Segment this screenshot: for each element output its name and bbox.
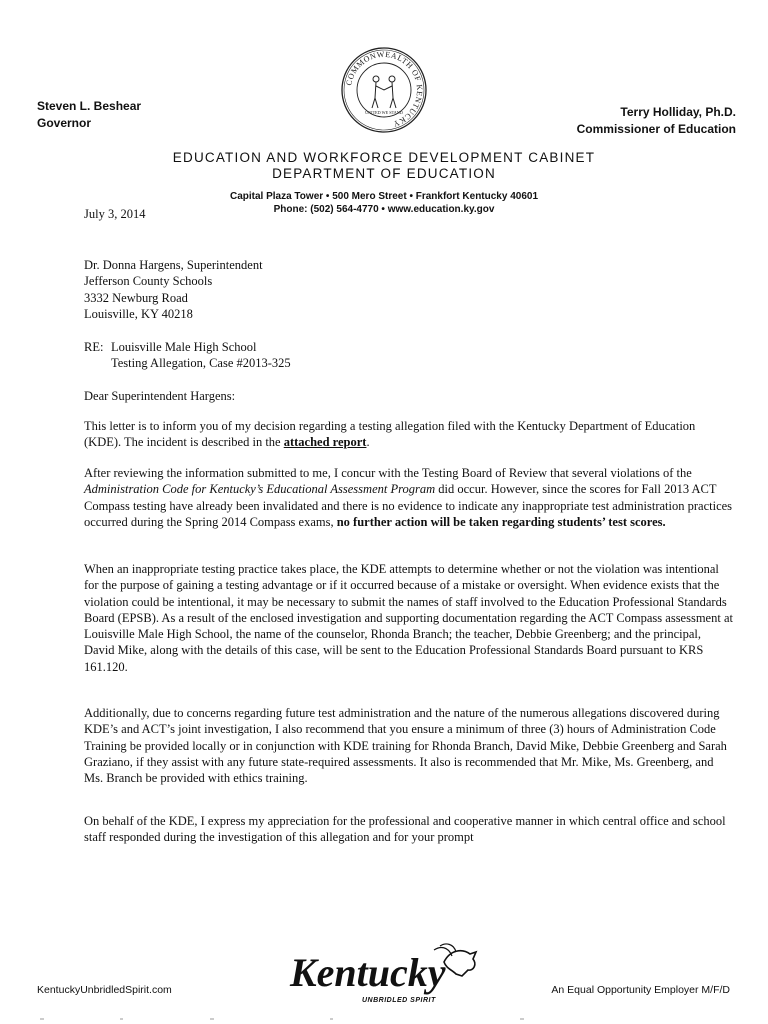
recipient-line: Louisville, KY 40218 bbox=[84, 306, 193, 321]
agency-heading bbox=[0, 150, 768, 182]
paragraph-training: Additionally, due to concerns regarding future test administration and the nature of the numerous allegations discovered during KDE’s and ACT’s joint investigation, I also recommend that you ensure a minimum of three (3) hours of Administration Code Training be provided locally or in conjunction with KDE training for Rhonda Branch, David Mike, Debbie Greenberg and Sarah Graziano, if they assist with any future state-required assessments. It also is recommended that Mr. Mike, Ms. Greenberg, and Ms. Branch be provided with ethics training. bbox=[84, 706, 727, 786]
paragraph-text: did occur. However, since the scores for Fall 2013 ACT Compass testing have already been invalidated and there is no evidence to indicate any inappropriate test administration practices occurred during the Spring 2014 Compass exams, bbox=[84, 482, 733, 529]
department-name: DEPARTMENT OF EDUCATION bbox=[272, 166, 496, 181]
governor-name: Steven L. Beshear bbox=[37, 99, 142, 113]
governor-block bbox=[37, 98, 141, 132]
scan-marks bbox=[0, 1016, 768, 1024]
logo-tagline: UNBRIDLED SPIRIT bbox=[362, 997, 436, 1004]
paragraph-decision bbox=[84, 465, 734, 530]
governor-title: Governor bbox=[37, 116, 92, 130]
recipient-line: Jefferson County Schools bbox=[84, 274, 213, 289]
footer-website: KentuckyUnbridledSpirit.com bbox=[37, 984, 172, 996]
commissioner-title: Commissioner of Education bbox=[576, 122, 736, 136]
street-address: Capital Plaza Tower • 500 Mero Street • Frankfort Kentucky 40601 bbox=[229, 191, 539, 202]
re-line-school: Louisville Male High School bbox=[111, 340, 257, 354]
footer-eoe: An Equal Opportunity Employer M/F/D bbox=[551, 984, 730, 996]
paragraph-appreciation: On behalf of the KDE, I express my appreciation for the professional and cooperative manner in which central office and school staff responded during the investigation of this allegation and for your prompt bbox=[84, 814, 726, 845]
paragraph-text: After reviewing the information submitted to me, I concur with the Testing Board of Review that several violations of the bbox=[84, 466, 692, 480]
commissioner-block bbox=[577, 104, 736, 138]
commissioner-name: Terry Holliday, Ph.D. bbox=[620, 105, 736, 119]
paragraph-text: . bbox=[366, 435, 370, 450]
code-title: Administration Code for Kentucky’s Educational Assessment Program bbox=[84, 482, 436, 497]
seal-ring-text: COMMONWEALTH OF KENTUCKY bbox=[344, 49, 425, 129]
recipient-line: 3332 Newburg Road bbox=[84, 290, 188, 305]
paragraph-intro bbox=[84, 418, 734, 451]
re-label: RE: bbox=[84, 340, 104, 354]
cabinet-name: EDUCATION AND WORKFORCE DEVELOPMENT CABINET bbox=[172, 150, 596, 165]
subject-block bbox=[84, 339, 291, 372]
attached-report-link[interactable]: attached report bbox=[283, 435, 367, 450]
contact-line: Phone: (502) 564-4770 • www.education.ky.gov bbox=[273, 204, 495, 215]
recipient-line: Dr. Donna Hargens, Superintendent bbox=[84, 258, 263, 272]
recipient-address bbox=[84, 257, 263, 322]
decision-emphasis: no further action will be taken regarding students’ test scores. bbox=[336, 514, 666, 529]
seal-motto: UNITED WE STAND bbox=[365, 110, 403, 115]
logo-word: Kentucky bbox=[290, 950, 446, 995]
letter-date: July 3, 2014 bbox=[84, 207, 146, 221]
kentucky-seal-icon bbox=[340, 46, 428, 134]
salutation: Dear Superintendent Hargens: bbox=[84, 389, 236, 403]
paragraph-epsb: When an inappropriate testing practice takes place, the KDE attempts to determine whether or not the violation was intentional for the purpose of gaining a testing advantage or if it occurred because of a mistake or oversight. When evidence exists that the violation could be intentional, it may be necessary to submit the names of staff involved to the Education Professional Standards Board (EPSB). As a result of the enclosed investigation and supporting documentation regarding the ACT Compass assessment at Louisville Male High School, the name of the counselor, Rhonda Branch; the teacher, Debbie Greenberg; and the principal, David Mike, along with the details of this case, will be sent to the Education Professional Standards Board pursuant to KRS 161.120. bbox=[84, 562, 733, 674]
kentucky-logo-icon bbox=[284, 940, 484, 1010]
re-line-case: Testing Allegation, Case #2013-325 bbox=[111, 356, 291, 371]
paragraph-text: This letter is to inform you of my decision regarding a testing allegation filed with the Kentucky Department of Education (KDE). The incident is described in the bbox=[84, 419, 696, 450]
